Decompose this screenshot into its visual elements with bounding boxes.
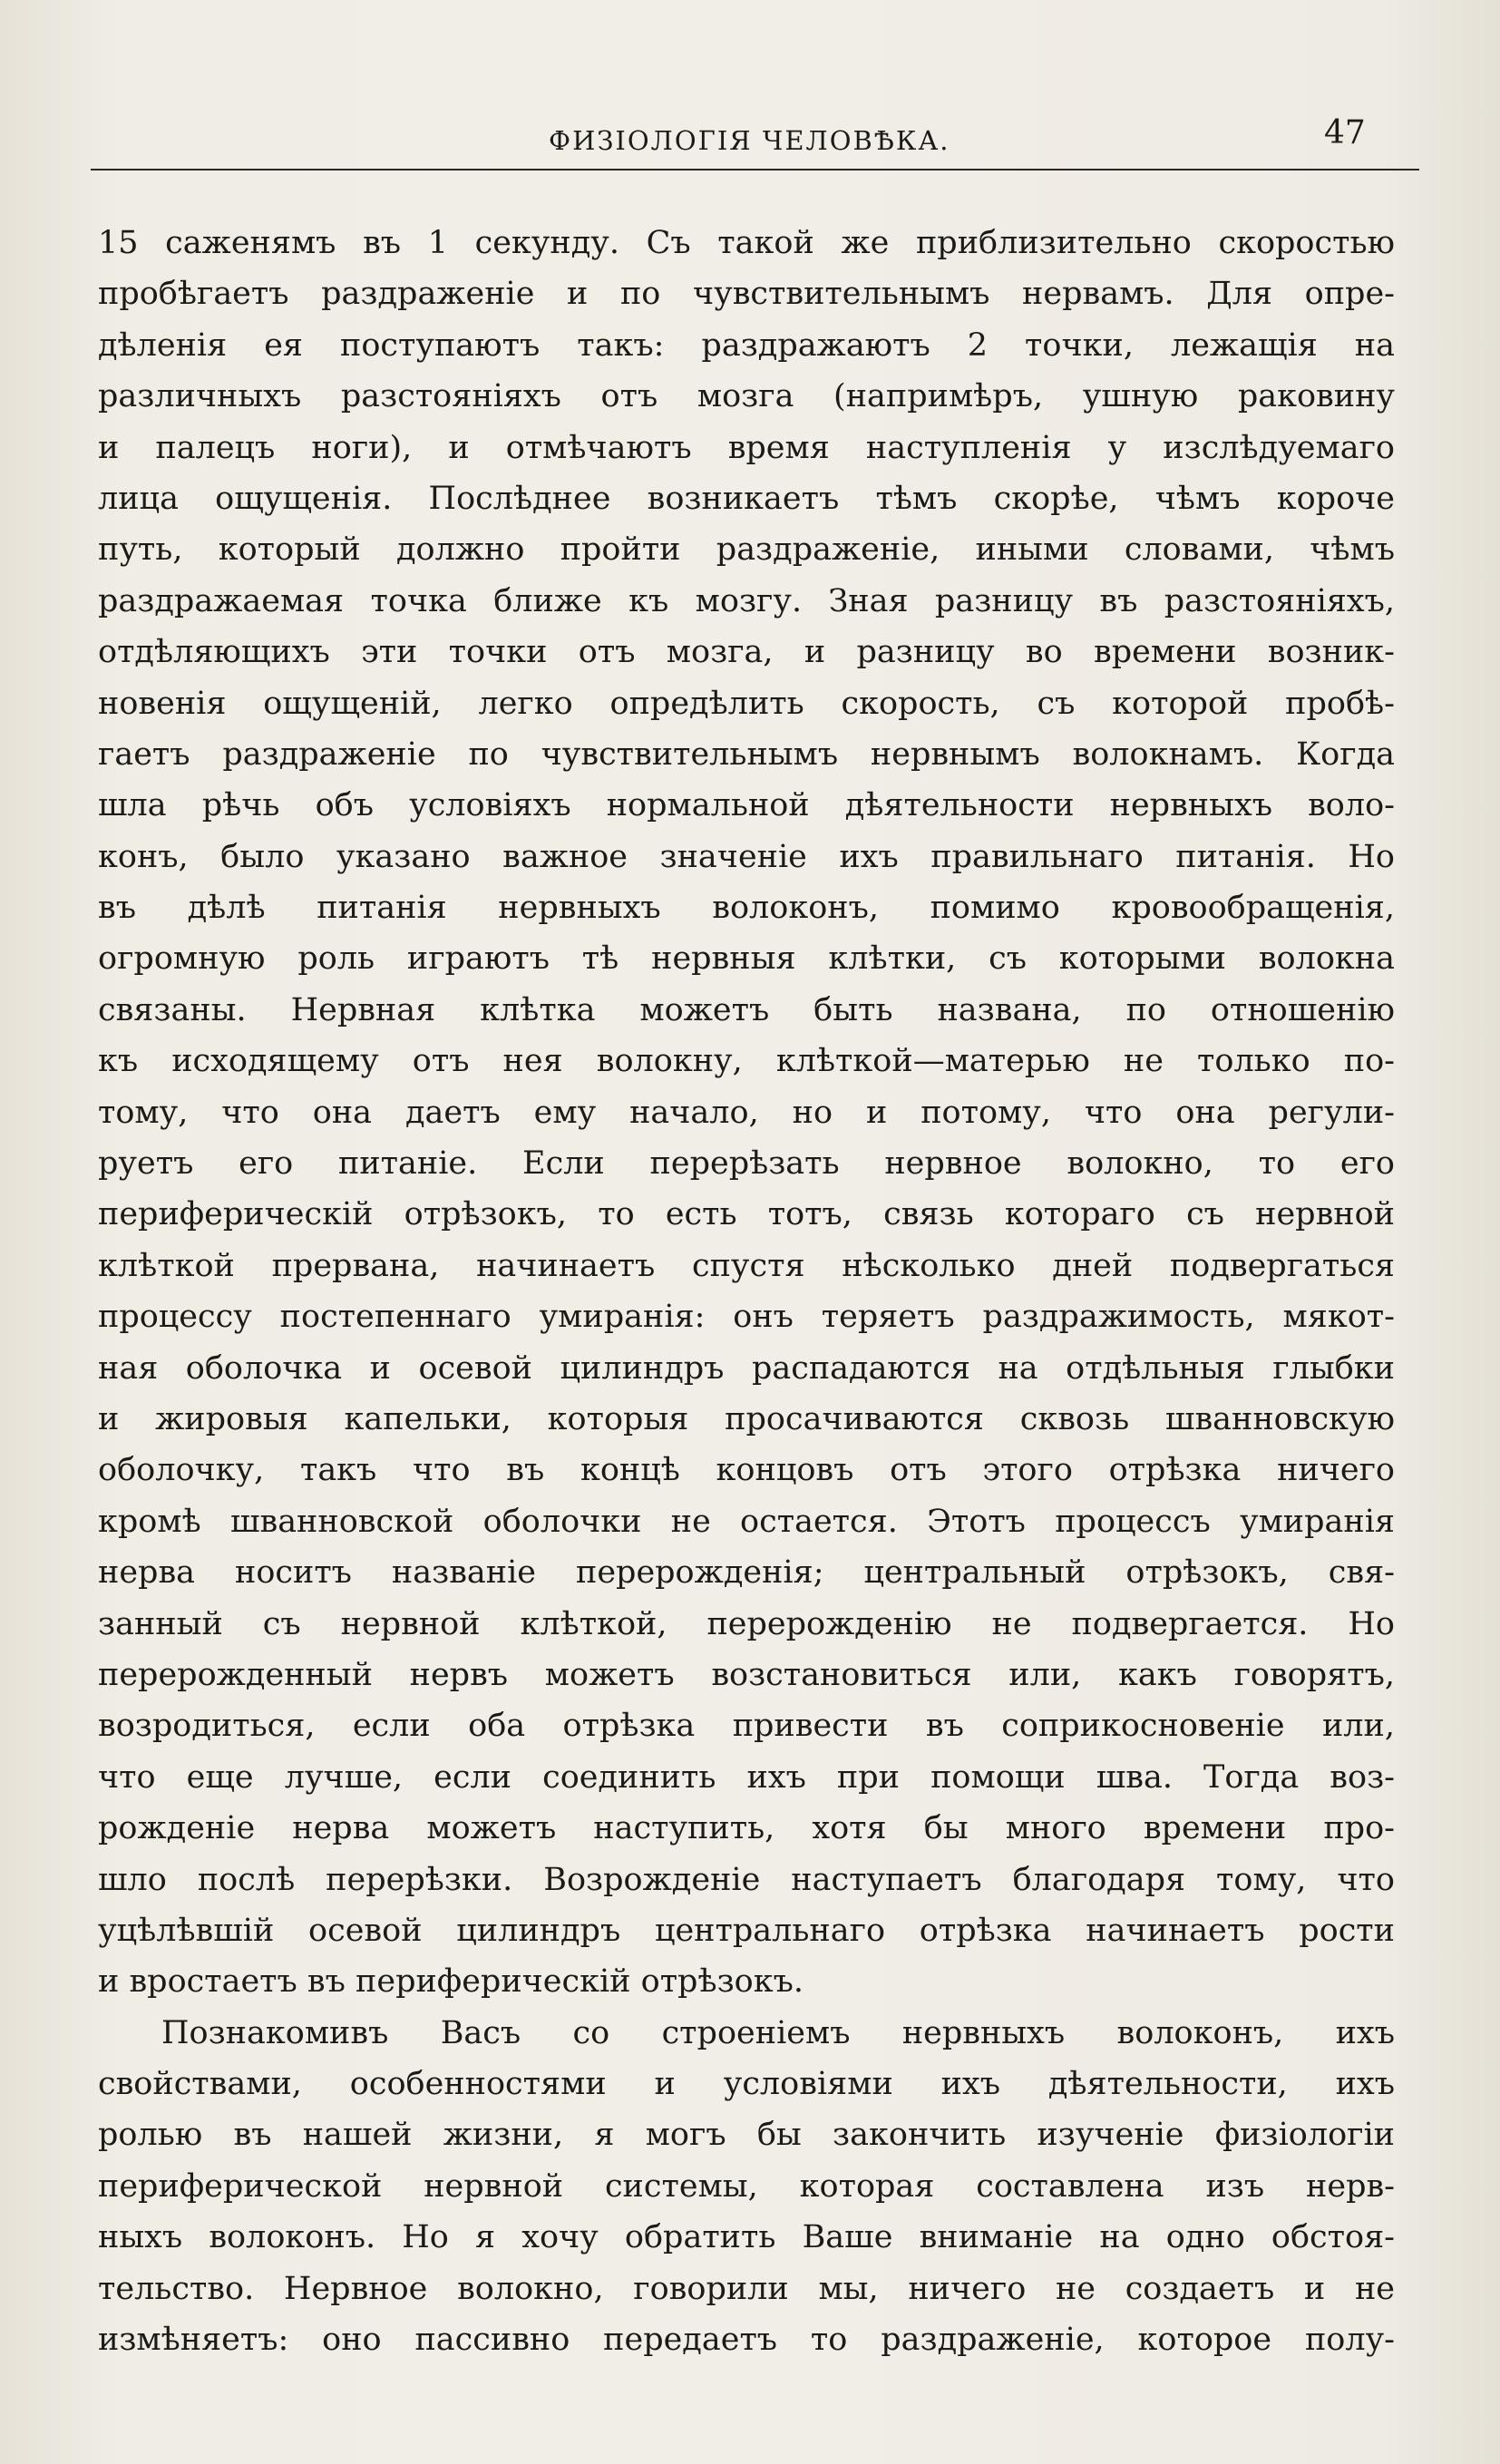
text-line-content: новенія ощущеній, легко опредѣлить скорость, съ которой пробѣ- bbox=[98, 685, 1395, 722]
text-line-content: нерва носитъ названіе перерожденія; центральный отрѣзокъ, свя- bbox=[98, 1554, 1395, 1592]
header-rule bbox=[91, 169, 1419, 170]
text-line-content: связаны. Нервная клѣтка можетъ быть названа, по отношенію bbox=[98, 991, 1395, 1028]
text-line bbox=[98, 678, 1458, 729]
text-line-content: что еще лучше, если соединить ихъ при помощи шва. Тогда воз- bbox=[98, 1758, 1395, 1796]
text-line bbox=[98, 1956, 1458, 2007]
text-line bbox=[98, 2314, 1458, 2365]
text-line bbox=[98, 1905, 1458, 1956]
text-line bbox=[98, 882, 1458, 933]
text-line bbox=[98, 1036, 1458, 1086]
text-line-content: огромную роль играютъ тѣ нервныя клѣтки, съ которыми волокна bbox=[98, 940, 1395, 978]
text-line-content: уцѣлѣвшій осевой цилиндръ центральнаго отрѣзка начинаетъ рости bbox=[98, 1912, 1395, 1949]
text-line-content: шла рѣчь объ условіяхъ нормальной дѣятельности нервныхъ воло- bbox=[98, 787, 1395, 824]
text-line bbox=[98, 1650, 1458, 1700]
text-line bbox=[98, 1547, 1458, 1598]
text-line-content: оболочку, такъ что въ концѣ концовъ отъ этого отрѣзка ничего bbox=[98, 1452, 1395, 1489]
text-line-content: къ исходящему отъ нея волокну, клѣткой—матерью не только по- bbox=[98, 1043, 1395, 1080]
text-line-content: въ дѣлѣ питанія нервныхъ волоконъ, помимо кровообращенія, bbox=[98, 890, 1395, 927]
text-line bbox=[98, 320, 1458, 371]
text-line-content: ныхъ волоконъ. Но я хочу обратить Ваше вниманіе на одно обстоя- bbox=[98, 2219, 1395, 2256]
text-line bbox=[98, 1343, 1458, 1394]
text-line bbox=[98, 1855, 1458, 1905]
text-line-content: путь, который должно пройти раздраженіе, иными словами, чѣмъ bbox=[98, 531, 1395, 569]
text-line bbox=[98, 1445, 1458, 1495]
text-line-content: шло послѣ перерѣзки. Возрожденіе наступаетъ благодаря тому, что bbox=[98, 1861, 1395, 1898]
text-line bbox=[98, 1394, 1458, 1445]
text-line-content: и жировыя капельки, которыя просачиваются сквозь шванновскую bbox=[98, 1400, 1395, 1437]
text-line bbox=[98, 371, 1458, 422]
text-line-content: клѣткой прервана, начинаетъ спустя нѣсколько дней подвергаться bbox=[98, 1247, 1395, 1284]
text-line bbox=[98, 2109, 1458, 2160]
text-line-content: раздражаемая точка ближе къ мозгу. Зная разницу въ разстояніяхъ, bbox=[98, 582, 1395, 619]
text-line-content: ная оболочка и осевой цилиндръ распадаются на отдѣльныя глыбки bbox=[98, 1349, 1395, 1387]
text-line-content: тому, что она даетъ ему начало, но и потому, что она регули- bbox=[98, 1094, 1395, 1131]
text-line-content: процессу постепеннаго умиранія: онъ теряетъ раздражимость, мякот- bbox=[98, 1299, 1395, 1336]
text-line-content: ролью въ нашей жизни, я могъ бы закончить изученіе физіологіи bbox=[98, 2117, 1395, 2154]
text-line-content: конъ, было указано важное значеніе ихъ правильнаго питанія. Но bbox=[98, 838, 1395, 875]
text-line-content: измѣняетъ: оно пассивно передаетъ то раздраженіе, которое полу- bbox=[98, 2322, 1395, 2359]
text-line bbox=[98, 2008, 1458, 2059]
text-line-content: и вростаетъ въ периферическій отрѣзокъ. bbox=[98, 1963, 804, 2001]
text-line bbox=[98, 423, 1458, 473]
text-line-content: периферическій отрѣзокъ, то есть тотъ, связь котораго съ нервной bbox=[98, 1196, 1395, 1233]
running-head bbox=[91, 107, 1419, 161]
text-line bbox=[98, 627, 1458, 677]
text-line-content: Познакомивъ Васъ со строеніемъ нервныхъ волоконъ, ихъ bbox=[161, 2014, 1395, 2051]
text-line bbox=[98, 268, 1458, 319]
text-line-content: различныхъ разстояніяхъ отъ мозга (напримѣръ, ушную раковину bbox=[98, 378, 1395, 415]
text-line bbox=[98, 1291, 1458, 1342]
text-line bbox=[98, 985, 1458, 1036]
text-line bbox=[98, 2059, 1458, 2109]
text-line-content: и палецъ ноги), и отмѣчаютъ время наступленія у изслѣдуемаго bbox=[98, 429, 1395, 466]
text-line bbox=[98, 1700, 1458, 1751]
text-line bbox=[98, 1496, 1458, 1547]
text-line bbox=[98, 2264, 1458, 2314]
text-line bbox=[98, 1599, 1458, 1650]
text-line bbox=[98, 2161, 1458, 2212]
text-line-content: гаетъ раздраженіе по чувствительнымъ нервнымъ волокнамъ. Когда bbox=[98, 735, 1395, 773]
text-line bbox=[98, 2212, 1458, 2263]
page-number: 47 bbox=[1324, 114, 1366, 151]
text-line bbox=[98, 473, 1458, 524]
text-line bbox=[98, 576, 1458, 627]
text-line bbox=[98, 933, 1458, 984]
text-line bbox=[98, 1241, 1458, 1291]
body-text bbox=[98, 218, 1458, 2365]
text-line-content: возродиться, если оба отрѣзка привести въ соприкосновеніе или, bbox=[98, 1708, 1395, 1745]
text-line-content: пробѣгаетъ раздраженіе и по чувствительнымъ нервамъ. Для опре- bbox=[98, 276, 1395, 313]
text-line-content: тельство. Нервное волокно, говорили мы, ничего не создаетъ и не bbox=[98, 2270, 1395, 2307]
running-title: ФИЗІОЛОГІЯ ЧЕЛОВѢКА. bbox=[549, 125, 950, 156]
text-line-content: рожденіе нерва можетъ наступить, хотя бы много времени про- bbox=[98, 1810, 1395, 1847]
text-line-content: перерожденный нервъ можетъ возстановиться или, какъ говорятъ, bbox=[98, 1656, 1395, 1693]
text-line bbox=[98, 1189, 1458, 1240]
text-line bbox=[98, 1803, 1458, 1854]
text-line bbox=[98, 1752, 1458, 1803]
text-line-content: кромѣ шванновской оболочки не остается. Этотъ процессъ умиранія bbox=[98, 1503, 1395, 1540]
text-line bbox=[98, 729, 1458, 780]
text-line bbox=[98, 1087, 1458, 1138]
text-line-content: отдѣляющихъ эти точки отъ мозга, и разницу во времени возник- bbox=[98, 634, 1395, 671]
text-line bbox=[98, 218, 1458, 268]
text-line-content: руетъ его питаніе. Если перерѣзать нервное волокно, то его bbox=[98, 1145, 1395, 1183]
text-line-content: периферической нервной системы, которая составлена изъ нерв- bbox=[98, 2167, 1395, 2205]
text-line bbox=[98, 1138, 1458, 1189]
text-line-content: лица ощущенія. Послѣднее возникаетъ тѣмъ скорѣе, чѣмъ короче bbox=[98, 480, 1395, 517]
text-line bbox=[98, 832, 1458, 882]
text-line bbox=[98, 524, 1458, 575]
text-line-content: дѣленія ея поступаютъ такъ: раздражаютъ 2 точки, лежащія на bbox=[98, 326, 1395, 364]
text-line-content: свойствами, особенностями и условіями ихъ дѣятельности, ихъ bbox=[98, 2066, 1395, 2103]
text-line-content: 15 саженямъ въ 1 секунду. Съ такой же приблизительно скоростью bbox=[98, 225, 1395, 261]
text-line bbox=[98, 780, 1458, 831]
text-line-content: занный съ нервной клѣткой, перерожденію не подвергается. Но bbox=[98, 1605, 1395, 1642]
